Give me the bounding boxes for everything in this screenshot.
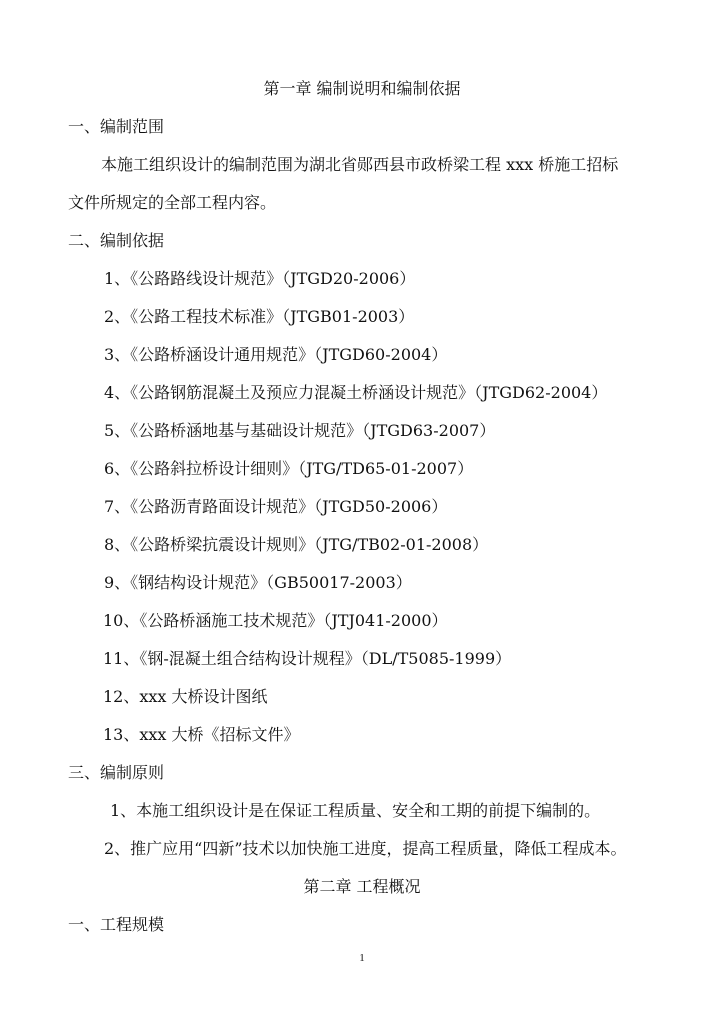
scope-paragraph-line-2: 文件所规定的全部工程内容。 (68, 193, 277, 212)
reference-item: 9、《钢结构设计规范》（GB50017-2003） (104, 573, 412, 592)
reference-item: 3、《公路桥涵设计通用规范》（JTGD60-2004） (104, 345, 448, 364)
section-scope-title: 一、编制范围 (68, 117, 165, 136)
reference-item: 5、《公路桥涵地基与基础设计规范》（JTGD63-2007） (104, 421, 496, 440)
section-principles-title: 三、编制原则 (68, 763, 165, 782)
section-basis-title: 二、编制依据 (68, 231, 165, 250)
reference-item: 4、《公路钢筋混凝土及预应力混凝土桥涵设计规范》（JTGD62-2004） (104, 383, 608, 402)
scope-paragraph-line-1: 本施工组织设计的编制范围为湖北省郧西县市政桥梁工程 xxx 桥施工招标 (101, 155, 619, 174)
reference-item: 10、《公路桥涵施工技术规范》（JTJ041-2000） (103, 611, 448, 630)
reference-item: 7、《公路沥青路面设计规范》（JTGD50-2006） (104, 497, 448, 516)
reference-item: 12、xxx 大桥设计图纸 (103, 687, 268, 706)
principle-item: 2、推广应用“四新”技术以加快施工进度，提高工程质量，降低工程成本。 (104, 839, 627, 858)
page-number: 1 (359, 952, 365, 964)
section-scale-title: 一、工程规模 (68, 915, 165, 934)
reference-item: 2、《公路工程技术标准》（JTGB01-2003） (104, 307, 415, 326)
reference-item: 8、《公路桥梁抗震设计规则》（JTG/TB02-01-2008） (104, 535, 489, 554)
chapter-1-title: 第一章 编制说明和编制依据 (263, 79, 461, 98)
chapter-2-title: 第二章 工程概况 (303, 877, 421, 896)
reference-item: 1、《公路路线设计规范》（JTGD20-2006） (104, 269, 416, 288)
reference-item: 13、xxx 大桥《招标文件》 (103, 725, 300, 744)
principle-item: 1、本施工组织设计是在保证工程质量、安全和工期的前提下编制的。 (110, 801, 601, 820)
reference-item: 11、《钢-混凝土组合结构设计规程》（DL/T5085-1999） (103, 649, 512, 668)
reference-item: 6、《公路斜拉桥设计细则》（JTG/TD65-01-2007） (104, 459, 474, 478)
